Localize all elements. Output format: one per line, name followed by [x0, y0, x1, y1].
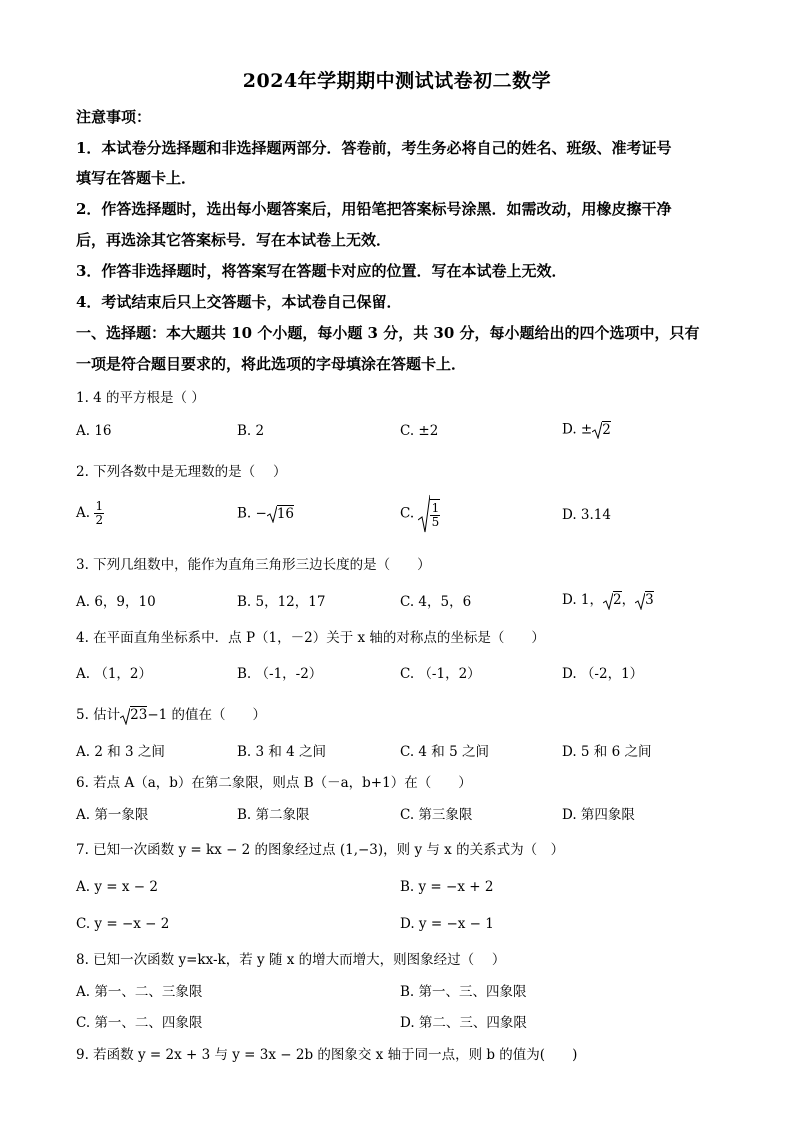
q8-option-d: D. 第二、三、四象限	[400, 1015, 527, 1031]
q2-option-b	[237, 505, 294, 523]
question-2-stem: 2. 下列各数中是无理数的是（ ）	[76, 464, 287, 480]
q2-option-b-radicand: 16	[276, 505, 295, 522]
q3-option-a: A. 6，9，10	[76, 594, 156, 610]
q2-option-c-prefix: C.	[400, 505, 415, 522]
q4-option-b: B. （-1，-2）	[237, 666, 323, 682]
radical-sign-icon	[120, 707, 130, 725]
q3-option-d-radicand-1: 2	[613, 592, 622, 608]
q4-option-a: A. （1，2）	[76, 666, 153, 682]
question-5-stem	[76, 703, 266, 725]
q2-option-a-prefix: A.	[76, 505, 91, 521]
q6-option-d: D. 第四象限	[562, 807, 635, 823]
question-5-stem-suffix: −1 的值在（ ）	[147, 707, 267, 723]
q6-option-c: C. 第三象限	[400, 807, 473, 823]
radical-sign-icon	[267, 505, 277, 523]
fraction-denominator: 5	[431, 515, 440, 529]
section-heading-line-2: 一项是符合题目要求的，将此选项的字母填涂在答题卡上．	[76, 355, 467, 373]
question-7-stem: 7. 已知一次函数 y = kx − 2 的图象经过点 (1,−3)，则 y 与 x 的关系式为（ ）	[76, 842, 565, 858]
fraction-numerator: 1	[95, 499, 104, 513]
q2-option-c	[400, 494, 440, 534]
q8-option-b: B. 第一、三、四象限	[400, 984, 527, 1000]
question-1-stem: 1. 4 的平方根是（ ）	[76, 390, 205, 406]
question-4-stem: 4. 在平面直角坐标系中．点 P（1，－2）关于 x 轴的对称点的坐标是（ ）	[76, 630, 545, 646]
fraction-numerator: 1	[431, 501, 440, 515]
q1-option-d-prefix: D. ±	[562, 421, 593, 438]
q7-option-c: C. y = −x − 2	[76, 916, 170, 932]
notice-line-3: 2．作答选择题时，选出每小题答案后，用铅笔把答案标号涂黑．如需改动，用橡皮擦干净	[76, 200, 672, 218]
q3-option-c: C. 4，5，6	[400, 594, 472, 610]
q7-option-a: A. y = x − 2	[76, 879, 158, 895]
q8-option-a: A. 第一、二、三象限	[76, 984, 203, 1000]
q2-option-c-fraction	[430, 499, 440, 529]
notice-line-1: 1．本试卷分选择题和非选择题两部分．答卷前，考生务必将自己的姓名、班级、准考证号	[76, 139, 672, 157]
question-6-stem: 6. 若点 A（a，b）在第二象限，则点 B（－a，b+1）在（ ）	[76, 775, 472, 791]
q8-option-c: C. 第一、二、四象限	[76, 1015, 203, 1031]
q3-option-d	[562, 588, 654, 610]
page-title: 2024年学期期中测试试卷初二数学	[242, 70, 552, 92]
q3-option-d-radicand-2: 3	[645, 592, 654, 608]
notice-line-2: 填写在答题卡上．	[76, 169, 197, 187]
q2-option-d: D. 3.14	[562, 507, 611, 523]
q5-option-c: C. 4 和 5 之间	[400, 744, 489, 760]
q1-option-b: B. 2	[237, 423, 265, 439]
question-9-stem: 9. 若函数 y = 2x + 3 与 y = 3x − 2b 的图象交 x 轴于同一点，则 b 的值为( )	[76, 1047, 578, 1063]
q5-option-b: B. 3 和 4 之间	[237, 744, 327, 760]
q2-option-a-fraction	[94, 500, 104, 527]
radical-sign-icon	[603, 592, 613, 610]
fraction-denominator: 2	[95, 513, 104, 527]
section-heading-line-1: 一、选择题：本大题共 10 个小题，每小题 3 分，共 30 分，每小题给出的四个选项中，只有	[76, 324, 700, 342]
notice-line-4: 后，再选涂其它答案标号．写在本试卷上无效．	[76, 231, 392, 249]
question-3-stem: 3. 下列几组数中，能作为直角三角形三边长度的是（ ）	[76, 557, 431, 573]
question-5-stem-prefix: 5. 估计	[76, 707, 121, 723]
notice-line-5: 3．作答非选择题时，将答案写在答题卡对应的位置．写在本试卷上无效．	[76, 262, 567, 280]
radical-sign-icon	[418, 494, 430, 534]
q7-option-b: B. y = −x + 2	[400, 879, 494, 895]
q1-option-d-radicand: 2	[602, 421, 611, 438]
q6-option-b: B. 第二象限	[237, 807, 310, 823]
q1-option-a: A. 16	[76, 423, 112, 439]
q3-option-b: B. 5，12，17	[237, 594, 326, 610]
q5-option-d: D. 5 和 6 之间	[562, 744, 652, 760]
q3-option-d-separator: ，	[621, 592, 636, 608]
q5-option-a: A. 2 和 3 之间	[76, 744, 165, 760]
q3-option-d-prefix: D. 1，	[562, 592, 604, 608]
notice-line-6: 4．考试结束后只上交答题卡，本试卷自己保留．	[76, 293, 402, 311]
q1-option-d	[562, 421, 611, 439]
q2-option-a	[76, 500, 104, 527]
radical-sign-icon	[592, 421, 602, 439]
notice-heading: 注意事项：	[76, 108, 152, 126]
radical-sign-icon	[635, 592, 645, 610]
q1-option-c: C. ±2	[400, 423, 439, 439]
q6-option-a: A. 第一象限	[76, 807, 149, 823]
q4-option-d: D. （-2，1）	[562, 666, 644, 682]
question-8-stem: 8. 已知一次函数 y=kx-k，若 y 随 x 的增大而增大，则图象经过（ ）	[76, 952, 506, 968]
q4-option-c: C. （-1，2）	[400, 666, 481, 682]
question-5-radicand: 23	[130, 707, 148, 723]
q7-option-d: D. y = −x − 1	[400, 916, 494, 932]
q2-option-b-prefix: B. −	[237, 505, 267, 522]
